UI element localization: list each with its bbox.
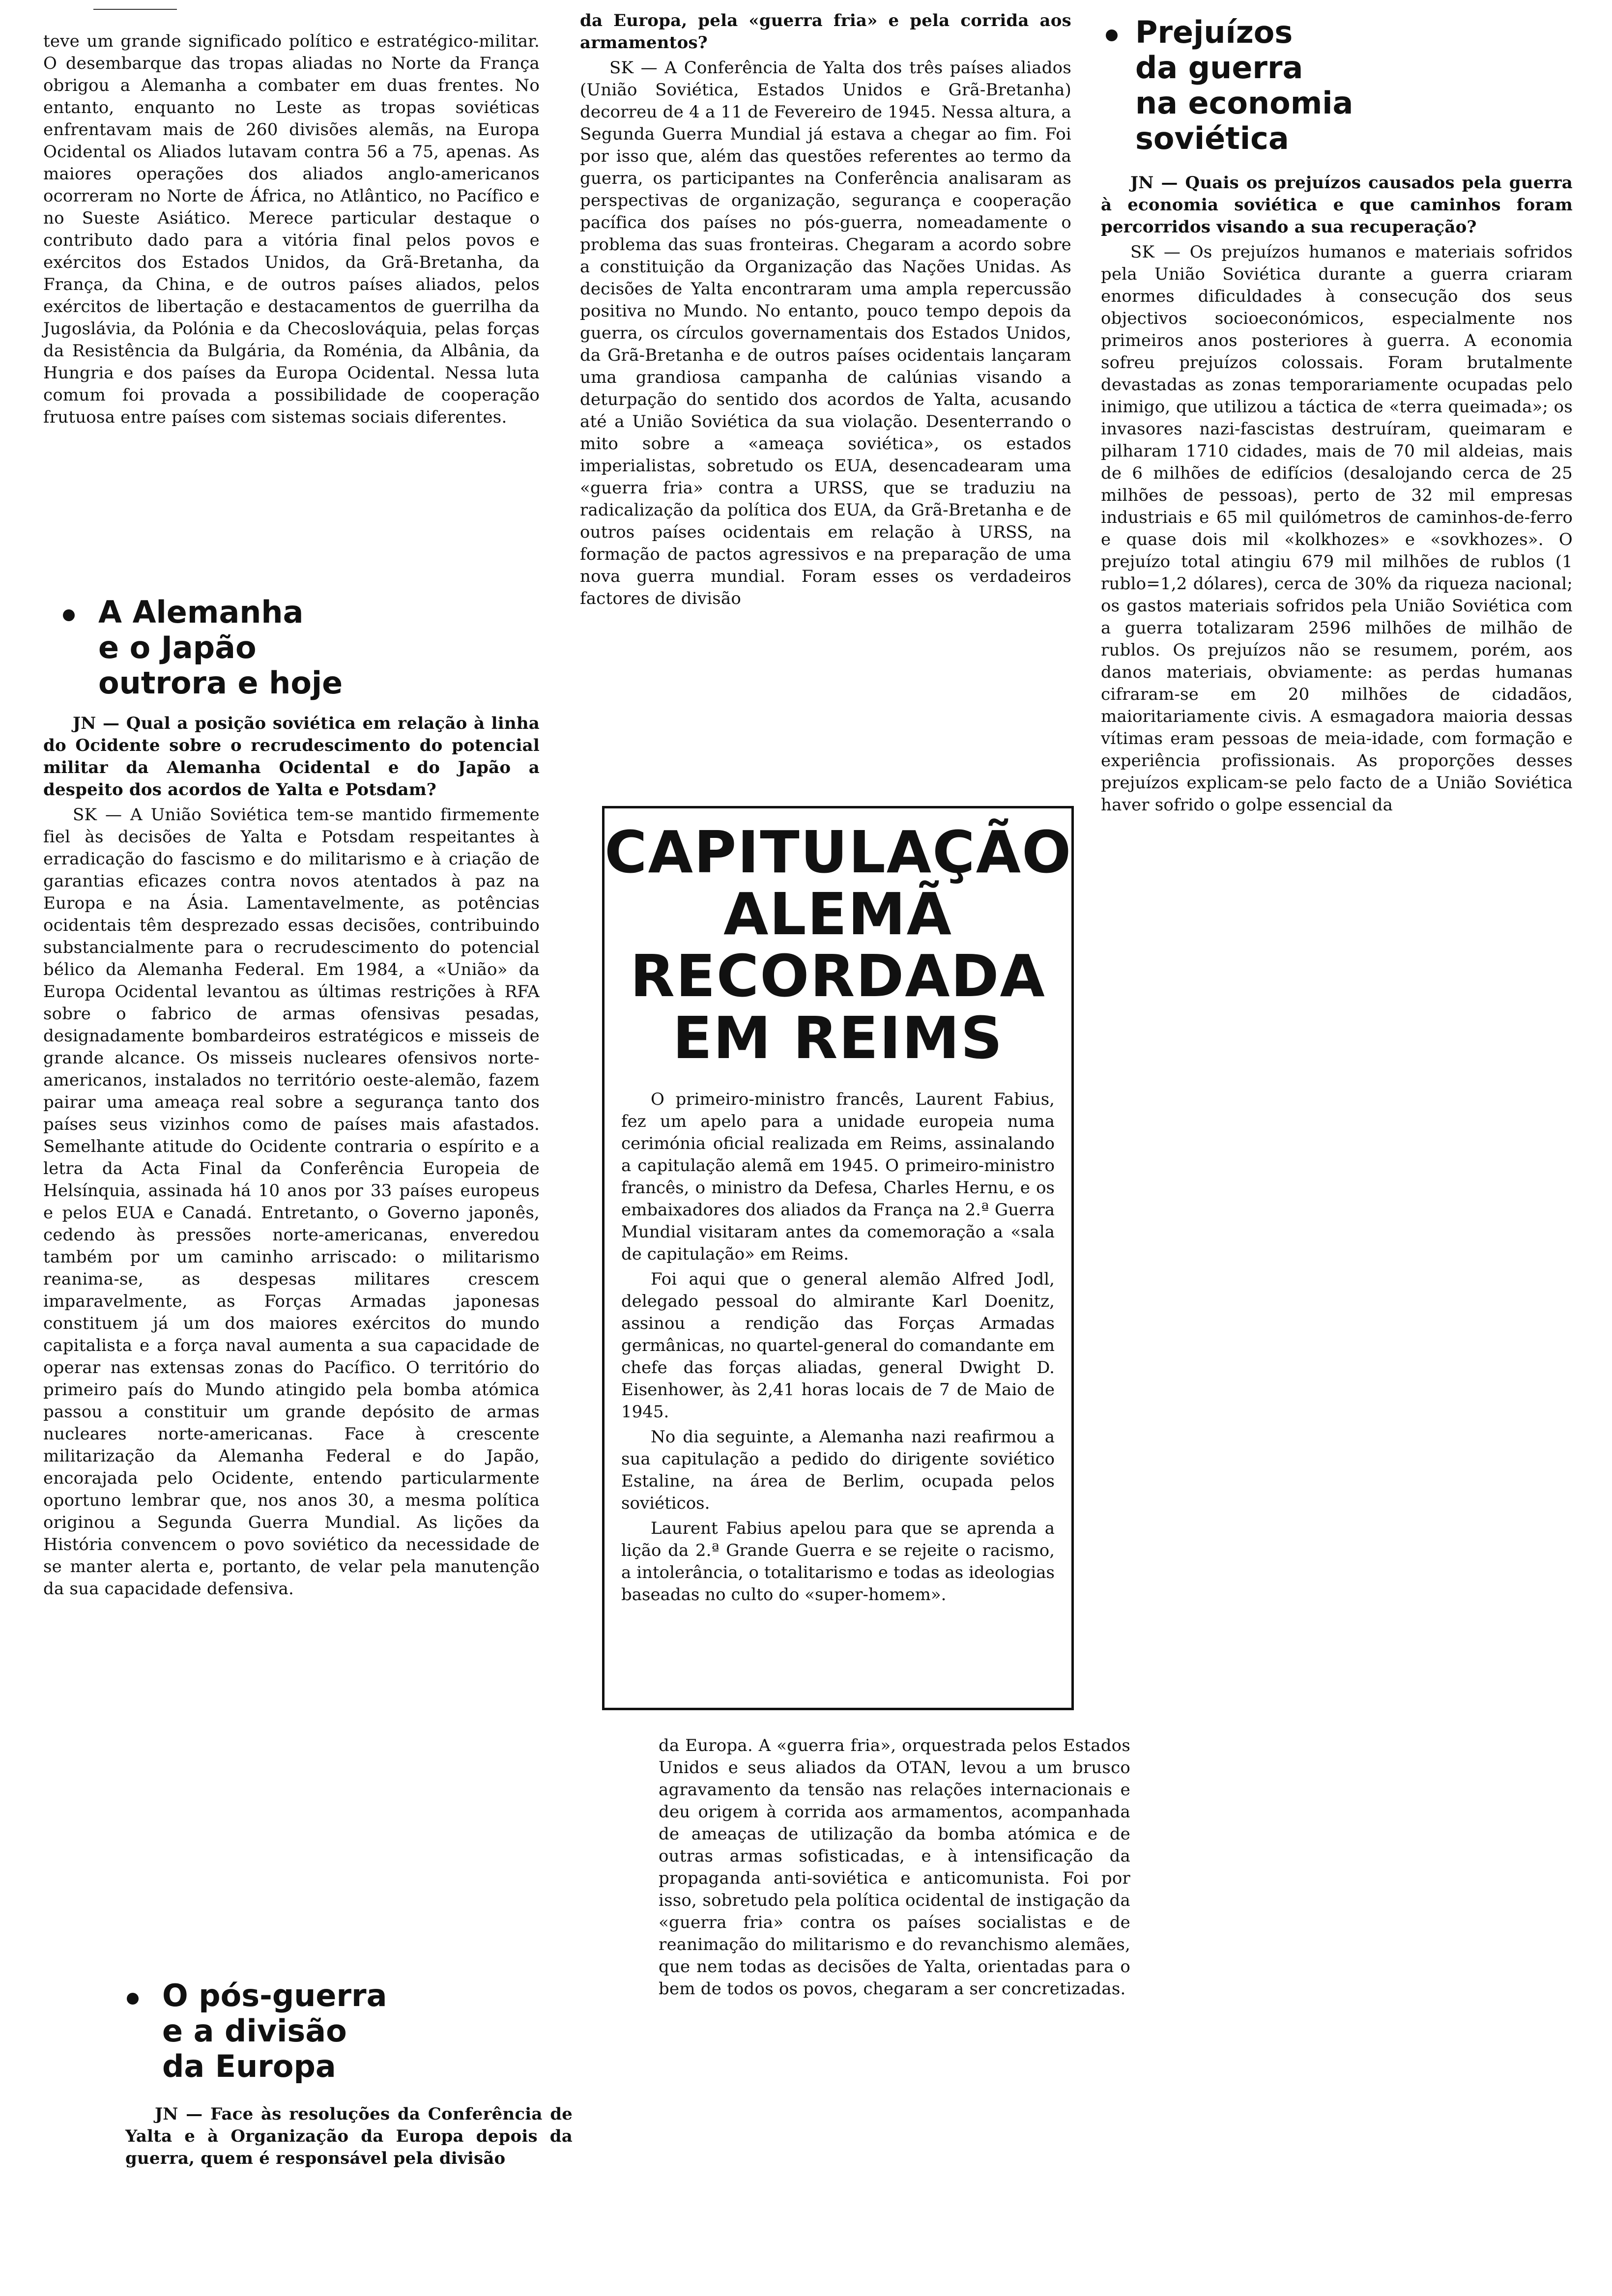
paragraph: Laurent Fabius apelou para que se aprenda a lição da 2.ª Grande Guerra e se rejeite o racismo, a intolerância, o totalitarismo e todas as ideologias baseadas no culto do «super-homem». <box>621 1519 1055 1605</box>
column-2-bottom <box>659 1735 1130 2003</box>
bullet-icon <box>127 1993 139 2005</box>
question: JN — Quais os prejuízos causados pela guerra à economia soviética e que caminhos foram percorridos visando a sua recuperação? <box>1101 173 1573 237</box>
paragraph: teve um grande significado político e estratégico-militar. O desembarque das tropas aliadas no Norte da França obrigou a Alemanha a combater em duas frentes. No entanto, enquanto no Leste as tropas soviéticas enfrentavam mais de 260 divisões alemãs, na Europa Ocidental os Aliados lutavam contra 56 a 75, apenas. As maiores operações dos aliados anglo-americanos ocorreram no Norte de África, no Atlântico, no Pacífico e no Sueste Asiático. Merece particular destaque o contributo dado para a vitória final pelos povos e exércitos dos Estados Unidos, da Grã-Bretanha, da França, da China, e de outros países aliados, pelos exércitos de libertação e destacamentos de guerrilha da Jugoslávia, da Polónia e da Checoslováquia, pelas forças da Resistência da Bulgária, da Roménia, da Albânia, da Hungria e dos países da Europa Ocidental. Nessa luta comum foi provada a possibilidade de cooperação frutuosa entre países com sistemas sociais diferentes. <box>43 31 540 427</box>
question: JN — Face às resoluções da Conferência de Yalta e à Organização da Europa depois da guerra, quem é responsável pela divisão <box>125 2104 573 2168</box>
answer: SK — A União Soviética tem-se mantido firmemente fiel às decisões de Yalta e Potsdam respeitantes à erradicação do fascismo e do militarismo e à criação de garantias eficazes contra novos atentados à paz na Europa e na Ásia. Lamentavelmente, as potências ocidentais têm desprezado essas decisões, contribuindo substancialmente para o recrudescimento do potencial bélico da Alemanha Federal. Em 1984, a «União» da Europa Ocidental levantou as últimas restrições à RFA sobre o fabrico de armas ofensivas pesadas, designadamente bombardeiros estratégicos e misseis de grande alcance. Os misseis nucleares ofensivos norte-americanos, instalados no território oeste-alemão, fazem pairar uma ameaça real sobre a segurança tanto dos países seus vizinhos como de países mais afastados. Semelhante atitude do Ocidente contraria o espírito e a letra da Acta Final da Conferência Europeia de Helsínquia, assinada há 10 anos por 33 países europeus e pelos EUA e Canadá. Entretanto, o Governo japonês, cedendo às pressões norte-americanas, enveredou também por um caminho arriscado: o militarismo reanima-se, as despesas militares crescem imparavelmente, as Forças Armadas japonesas constituem já um dos maiores exércitos do mundo capitalista e a força naval aumenta a sua capacidade de operar nas extensas zonas do Pacífico. O território do primeiro país do Mundo atingido pela bomba atómica passou a constituir um grande depósito de armas nucleares norte-americanas. Face à crescente militarização da Alemanha Federal e do Japão, encorajada pelo Ocidente, entendo particularmente oportuno lembrar que, nos anos 30, a mesma política originou a Segunda Guerra Mundial. As lições da História convencem o povo soviético da necessidade de se manter alerta e, portanto, de velar pela manutenção da sua capacidade defensiva. <box>43 805 540 1599</box>
question: JN — Qual a posição soviética em relação à linha do Ocidente sobre o recrudescimento do potencial militar da Alemanha Ocidental e do Japão a despeito dos acordos de Yalta e Potsdam? <box>43 714 540 800</box>
column-3 <box>1101 172 1573 819</box>
bullet-icon <box>63 609 75 621</box>
bullet-icon <box>1106 29 1118 41</box>
column-1-top <box>43 30 540 431</box>
paragraph: Foi aqui que o general alemão Alfred Jodl, delegado pessoal do almirante Karl Doenitz, assinou a rendição das Forças Armadas germânicas, no quartel-general do comandante em chefe das forças aliadas, general Dwight D. Eisenhower, às 2,41 horas locais de 7 de Maio de 1945. <box>621 1269 1055 1422</box>
section-heading-prejuizos: Prejuízos da guerra na economia soviética <box>1135 14 1353 156</box>
section-heading-alemanha: A Alemanha e o Japão outrora e hoje <box>98 594 343 701</box>
answer: SK — A Conferência de Yalta dos três países aliados (União Soviética, Estados Unidos e Grã-Bretanha) decorreu de 4 a 11 de Fevereiro de 1945. Nessa altura, a Segunda Guerra Mundial já estava a chegar ao fim. Foi por isso que, além das questões referentes ao termo da guerra, os participantes na Conferência analisaram as perspectivas de organização, segurança e cooperação pacífica dos países no pós-guerra, nomeadamente o problema das suas fronteiras. Chegaram a acordo sobre a constituição da Organização das Nações Unidas. As decisões de Yalta encontraram uma ampla repercussão positiva no Mundo. No entanto, pouco tempo depois da guerra, os círculos governamentais dos Estados Unidos, da Grã-Bretanha e de outros países ocidentais lançaram uma grandiosa campanha de calúnias visando a deturpação do sentido dos acordos de Yalta, acusando até a União Soviética da sua violação. Desenterrando o mito sobre a «ameaça soviética», os estados imperialistas, sobretudo os EUA, desencadearam uma «guerra fria» contra a URSS, que se traduziu na radicalização da política dos EUA, da Grã-Bretanha e de outros países ocidentais em relação à URSS, na formação de pactos agressivos e na preparação de uma nova guerra mundial. Foram esses os verdadeiros factores de divisão <box>580 58 1071 608</box>
box-body <box>604 1089 1071 1619</box>
answer: SK — Os prejuízos humanos e materiais sofridos pela União Soviética durante a guerra criaram enormes dificuldades à consecução dos seus objectivos socioeconómicos, especialmente nos primeiros anos posteriores à guerra. A economia sofreu prejuízos colossais. Foram brutalmente devastadas as zonas temporariamente ocupadas pelo inimigo, que utilizou a táctica de «terra queimada»; os invasores nazi-fascistas destruíram, queimaram e pilharam 1710 cidades, mais de 70 mil aldeias, mais de 6 milhões de edifícios (desalojando cerca de 25 milhões de pessoas), perto de 32 mil empresas industriais e 65 mil quilómetros de caminhos-de-ferro e quase dois mil «kolkhozes» e «sovkhozes». O prejuízo total atingiu 679 mil milhões de rublos (1 rublo=1,2 dólares), cerca de 30% da riqueza nacional; os gastos materiais sofridos pela União Soviética com a guerra totalizaram 2596 milhões de milhão de rublos. Os prejuízos não se resumem, porém, aos danos materiais, obviamente: as perdas humanas cifraram-se em 20 milhões de cidadãos, maioritariamente civis. A esmagadora maioria dessas vítimas eram pessoas de meia-idade, com formação e experiência profissionais. As proporções desses prejuízos explicam-se pelo facto de a União Soviética haver sofrido o golpe essencial da <box>1101 242 1573 815</box>
news-box <box>602 806 1074 1710</box>
box-headline: CAPITULAÇÃO ALEMÃ RECORDADA EM REIMS <box>604 818 1072 1072</box>
column-2-top <box>580 10 1071 613</box>
question: da Europa, pela «guerra fria» e pela corrida aos armamentos? <box>580 11 1071 53</box>
paragraph: O primeiro-ministro francês, Laurent Fabius, fez um apelo para a unidade europeia numa cerimónia oficial realizada em Reims, assinalando a capitulação alemã em 1945. O primeiro-ministro francês, o ministro da Defesa, Charles Hernu, e os embaixadores dos aliados da França na 2.ª Guerra Mundial visitaram antes da comemoração a «sala de capitulação» em Reims. <box>621 1090 1055 1264</box>
paragraph: da Europa. A «guerra fria», orquestrada pelos Estados Unidos e seus aliados da OTAN, levou a um brusco agravamento da tensão nas relações internacionais e deu origem à corrida aos armamentos, acompanhada de ameaças de utilização da bomba atómica e de outras armas sofisticadas, e à intensificação da propaganda anti-soviética e anticomunista. Foi por isso, sobretudo pela política ocidental de instigação da «guerra fria» contra os países socialistas e de reanimação do militarismo e do revanchismo alemães, que nem todas as decisões de Yalta, orientadas para o bem de todos os povos, chegaram a ser concretizadas. <box>659 1736 1130 1999</box>
paragraph: No dia seguinte, a Alemanha nazi reafirmou a sua capitulação a pedido do dirigente soviético Estaline, na área de Berlim, ocupada pelos soviéticos. <box>621 1427 1055 1513</box>
column-1-bottom <box>125 2103 573 2173</box>
section-heading-pos-guerra: O pós-guerra e a divisão da Europa <box>162 1978 387 2084</box>
top-rule-left <box>93 9 177 10</box>
column-1-main <box>43 713 540 1603</box>
